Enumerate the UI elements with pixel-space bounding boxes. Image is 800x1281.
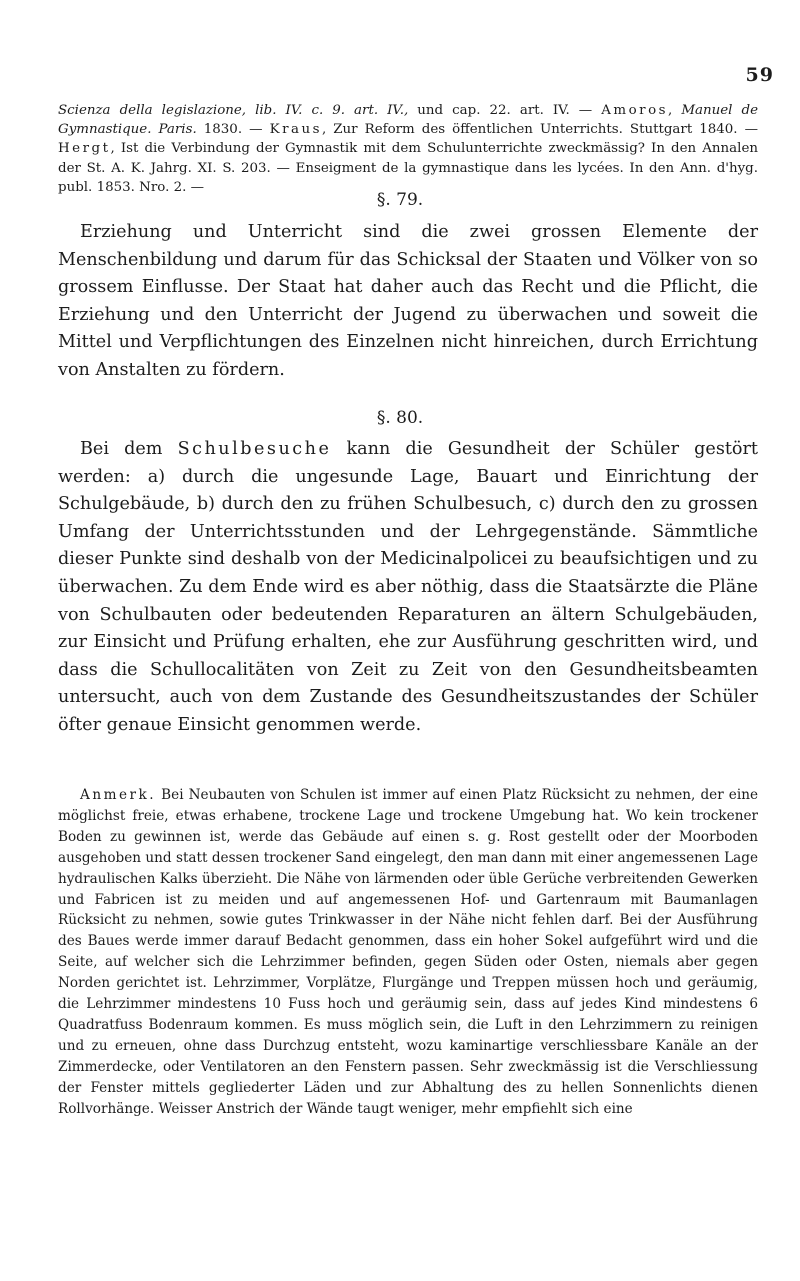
emphasized-term: Schulbesuche [177, 439, 332, 459]
reference-author: Hergt [58, 141, 111, 157]
section-80-body [58, 436, 758, 740]
section-heading-79: §. 79. [376, 190, 424, 210]
reference-title: Manuel de Gymnastique. Paris. [58, 103, 758, 138]
section-79-body [58, 219, 758, 385]
annotation-note [58, 785, 758, 1120]
paragraph-text: kann die Gesundheit der Schüler gestört werden: a) durch die ungesunde Lage, Bauart und Einrichtung der Schulgebäude, b) durch den zu frühen Schulbesuch, c) durch den zu grossen Umfang der Unterrichtsstunden und der Lehrgegenstände. Sämmtliche dieser Punkte sind deshalb von der Medicinalpolicei zu beaufsichtigen und zu überwachen. Zu dem Ende wird es aber nöthig, dass die Staatsärzte die Pläne von Schulbauten oder bedeutenden Reparaturen an ältern Schulgebäuden, zur Einsicht und Prüfung erhalten, ehe zur Ausführung geschritten wird, und dass die Schullocalitäten von Zeit zu Zeit von den Gesundheitsbeamten untersucht, auch von dem Zustande des Gesundheitszustandes der Schüler öfter genaue Einsicht genommen werde. [58, 439, 758, 735]
note-paragraph [58, 785, 758, 1120]
reference-text: , Zur Reform des öffentlichen Unterrichts. Stuttgart 1840. — [321, 122, 758, 138]
reference-text: , Ist die Verbindung der Gymnastik mit dem Schulunterrichte zweckmässig? In den Annalen der St. A. K. Jahrg. XI. S. 203. — Enseigment de la gymnastique dans les lycées. In den Ann. d'hyg. publ. 1853. Nro. 2. — [58, 141, 758, 195]
reference-text: und cap. 22. art. IV. — [417, 103, 602, 118]
section-heading-80: §. 80. [376, 408, 424, 428]
reference-author: Kraus [269, 122, 322, 138]
reference-title: Scienza della legislazione, lib. IV. c. 9. art. IV., [58, 103, 418, 118]
paragraph [58, 436, 758, 740]
paragraph: Erziehung und Unterricht sind die zwei grossen Elemente der Menschenbildung und darum für das Schicksal der Staaten und Völker von so grossem Einflusse. Der Staat hat daher auch das Recht und die Pflicht, die Erziehung und den Unterricht der Jugend zu überwachen und soweit die Mittel und Verpflichtungen des Einzelnen nicht hinreichen, durch Errichtung von Anstalten zu fördern. [58, 222, 758, 380]
note-text: Bei Neubauten von Schulen ist immer auf einen Platz Rücksicht zu nehmen, der eine möglichst freie, etwas erhabene, trockene Lage und trockene Umgebung hat. Wo kein trockener Boden zu gewinnen ist, werde das Gebäude auf einen s. g. Rost gestellt oder der Moorboden ausgehoben und statt dessen trockener Sand eingelegt, den man dann mit einer angemessenen Lage hydraulischen Kalks überzieht. Die Nähe von lärmenden oder üble Gerüche verbreitenden Gewerken und Fabricen ist zu meiden und auf angemessenen Hof- und Gartenraum mit Baumanlagen Rücksicht zu nehmen, sowie gutes Trinkwasser in der Nähe nicht fehlen darf. Bei der Ausführung des Baues werde immer darauf Bedacht genommen, dass ein hoher Sokel aufgeführt wird und die Seite, auf welcher sich die Lehrzimmer befinden, gegen Süden oder Osten, niemals aber gegen Norden gerichtet ist. Lehrzimmer, Vorplätze, Flurgänge und Treppen müssen hoch und geräumig, die Lehrzimmer mindestens 10 Fuss hoch und geräumig sein, dass auf jedes Kind mindestens 6 Quadratfuss Bodenraum kommen. Es muss möglich sein, die Luft in den Lehrzimmern zu reinigen und zu erneuen, ohne dass Durchzug entsteht, wozu kaminartige verschliessbare Kanäle an der Zimmerdecke, oder Ventilatoren an den Fenstern passen. Sehr zweckmässig ist die Verschliessung der Fenster mittels gegliederter Läden und zur Abhaltung des zu hellen Sonnenlichts dienen Rollvorhänge. Weisser Anstrich der Wände taugt weniger, mehr empfiehlt sich eine [58, 787, 758, 1117]
reference-text: 1830. — [196, 122, 270, 138]
paragraph-text: Bei dem [80, 439, 178, 459]
page-number: 59 [745, 64, 774, 86]
reference-author: Amoros [601, 103, 669, 118]
note-label: Anmerk. [80, 787, 157, 803]
bibliography-references: Scienza della legislazione, lib. IV. c. 9. art. IV., und cap. 22. art. IV. — Amoros, Manuel de Gymnastique. Paris. 1830. — Kraus, Zur Reform des öffentlichen Unterrichts. Stuttgart 1840. — Hergt, Ist die Verbindung der Gymnastik mit dem Schulunterrichte zweckmässig? In den Annalen der St. A. K. Jahrg. XI. S. 203. — Enseigment de la gymnastique dans les lycées. In den Ann. d'hyg. publ. 1853. Nro. 2. — [58, 103, 758, 195]
